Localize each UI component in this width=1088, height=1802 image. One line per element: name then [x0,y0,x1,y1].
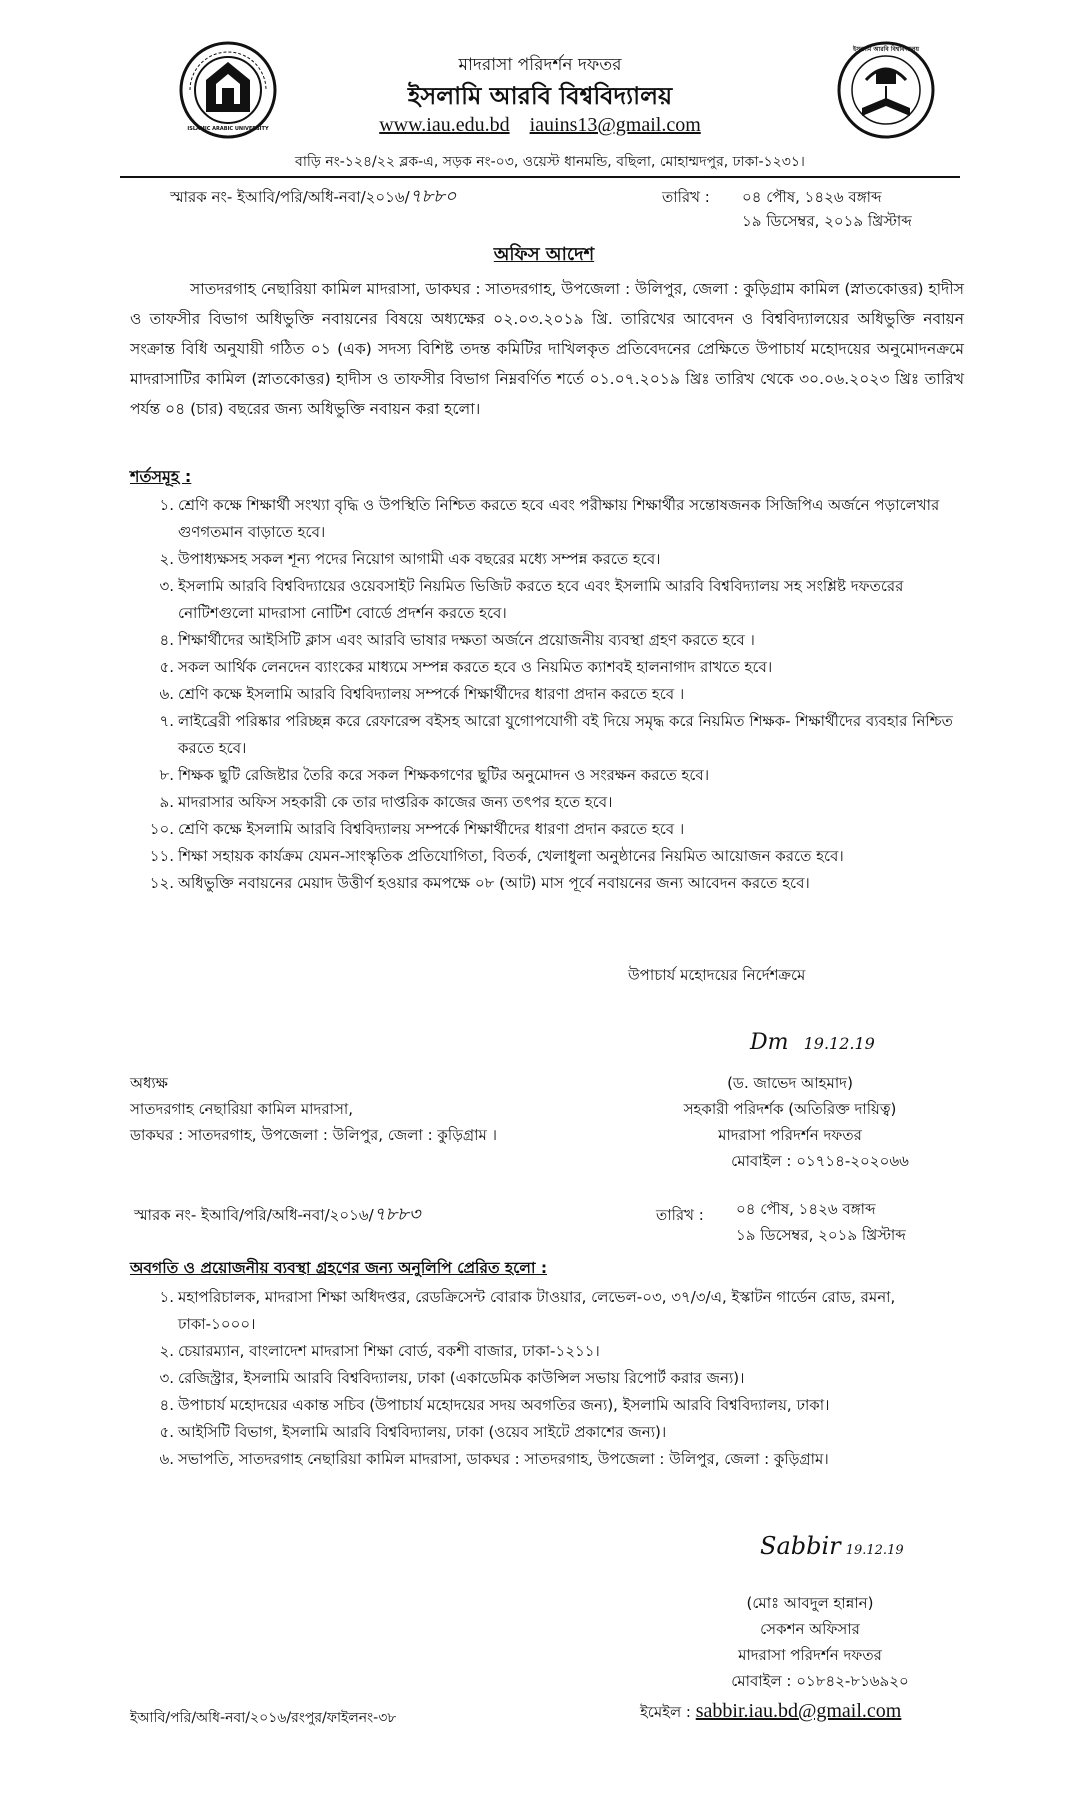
memo-ref-1 [170,182,650,212]
condition-item [130,870,966,897]
item-text: শিক্ষার্থীদের আইসিটি ক্লাস এবং আরবি ভাষার দক্ষতা অর্জনে প্রয়োজনীয় ব্যবস্থা গ্রহণ করতে হবে । [178,631,755,649]
condition-item [130,789,966,816]
footer-ref: ইআবি/পরি/অধি-নবা/২০১৬/রংপুর/ফাইলনং-৩৮ [130,1710,397,1726]
date-label-2: তারিখ : [656,1206,704,1224]
signature-1 [750,1030,950,1070]
item-number: ৬. [159,685,174,703]
signature-1-mark: Dm [750,1030,789,1055]
condition-item [130,843,966,870]
item-number: ৪. [159,1396,174,1414]
signer-1-office: মাদরাসা পরিদর্শন দফতর [718,1126,862,1144]
copy-heading: অবগতি ও প্রয়োজনীয় ব্যবস্থা গ্রহণের জন্য অনুলিপি প্রেরিত হলো : [130,1259,548,1277]
signer-2-office: মাদরাসা পরিদর্শন দফতর [738,1646,882,1664]
item-number: ১০. [149,820,174,838]
condition-item [130,708,966,762]
item-text: চেয়ারম্যান, বাংলাদেশ মাদরাসা শিক্ষা বোর্ড, বকশী বাজার, ঢাকা-১২১১। [178,1342,600,1360]
copy-item [130,1446,966,1473]
university-logo-right [836,40,936,140]
copy-item [130,1338,966,1365]
item-number: ১২. [149,874,174,892]
signer-2-email-row [640,1696,960,1727]
document-title: অফিস আদেশ [493,244,595,265]
item-text: ইসলামি আরবি বিশ্ববিদ্যায়ের ওয়েবসাইট নিয়মিত ভিজিট করতে হবে এবং ইসলামি আরবি বিশ্ববিদ্যালয় সহ সংশ্লিষ্ট দফতরের নোটিশগুলো মাদরাসা নোটিশ বোর্ডে প্রদর্শন করতে হবে। [178,577,904,622]
signature-2-date: 19.12.19 [845,1543,904,1558]
signer-2-mobile: মোবাইল : ০১৮৪২-৮১৬৯২০ [731,1672,909,1690]
recipient-line-3: ডাকঘর : সাতদরগাহ, উপজেলা : উলিপুর, জেলা : কুড়িগ্রাম । [130,1126,497,1144]
date-label-1: তারিখ : [662,188,710,206]
item-text: শিক্ষক ছুটি রেজিষ্টার তৈরি করে সকল শিক্ষকগণের ছুটির অনুমোদন ও সংরক্ষন করতে হবে। [178,766,710,784]
item-number: ৩. [159,577,174,595]
memo-ref-2-text: স্মারক নং- ইআবি/পরি/অধি-নবা/২০১৬/ [134,1206,374,1224]
memo-ref-1-handwritten: ৭৮৮০ [409,186,457,207]
item-number: ৪. [159,631,174,649]
body-paragraph: সাতদরগাহ নেছারিয়া কামিল মাদরাসা, ডাকঘর : সাতদরগাহ, উপজেলা : উলিপুর, জেলা : কুড়িগ্রাম কামিল (স্নাতকোত্তর) হাদীস ও তাফসীর বিভাগ অধিভুক্তি নবায়নের বিষয়ে অধ্যক্ষের ০২.০৩.২০১৯ খ্রি. তারিখের আবেদন ও বিশ্ববিদ্যালয়ের অধিভুক্তি নবায়ন সংক্রান্ত বিধি অনুযায়ী গঠিত ০১ (এক) সদস্য বিশিষ্ট তদন্ত কমিটির দাখিলকৃত প্রতিবেদনের প্রেক্ষিতে উপাচার্য মহোদয়ের অনুমোদনক্রমে মাদরাসাটির কামিল (স্নাতকোত্তর) হাদীস ও তাফসীর বিভাগ নিম্নবর্ণিত শর্তে ০১.০৭.২০১৯ খ্রিঃ তারিখ থেকে ৩০.০৬.২০২৩ খ্রিঃ তারিখ পর্যন্ত ০৪ (চার) বছরের জন্য অধিভুক্তি নবায়ন করা হলো। [130,280,964,418]
item-number: ৮. [159,766,174,784]
item-text: উপাধ্যক্ষসহ সকল শূন্য পদের নিয়োগ আগামী এক বছরের মধ্যে সম্পন্ন করতে হবে। [178,550,661,568]
copy-item [130,1419,966,1446]
memo-ref-2-handwritten: ৭৮৮৩ [373,1204,421,1225]
logo-left-text: ISLAMIC ARABIC UNIVERSITY [187,126,269,132]
date-bn-2: ০৪ পৌষ, ১৪২৬ বঙ্গাব্দ [736,1200,876,1218]
date-en-1: ১৯ ডিসেম্বর, ২০১৯ খ্রিস্টাব্দ [742,212,912,230]
university-logo-left [178,40,278,140]
item-text: সকল আর্থিক লেনদেন ব্যাংকের মাধ্যমে সম্পন্ন করতে হবে ও নিয়মিত ক্যাশবই হালনাগাদ রাখতে হবে। [178,658,773,676]
item-text: শিক্ষা সহায়ক কার্যক্রম যেমন-সাংস্কৃতিক প্রতিযোগিতা, বিতর্ক, খেলাধুলা অনুষ্ঠানের নিয়মিত আয়োজন করতে হবে। [178,847,844,865]
item-number: ৯. [159,793,174,811]
item-number: ২. [159,1342,174,1360]
date-en-2: ১৯ ডিসেম্বর, ২০১৯ খ্রিস্টাব্দ [736,1226,906,1244]
signer-2-designation: সেকশন অফিসার [760,1620,860,1638]
recipient-line-1: অধ্যক্ষ [130,1074,168,1092]
website-link[interactable]: www.iau.edu.bd [379,114,510,136]
date-bn-1: ০৪ পৌষ, ১৪২৬ বঙ্গাব্দ [742,188,882,206]
item-text: সভাপতি, সাতদরগাহ নেছারিয়া কামিল মাদরাসা, ডাকঘর : সাতদরগাহ, উপজেলা : উলিপুর, জেলা : কুড়িগ্রাম। [178,1450,829,1468]
condition-item [130,762,966,789]
condition-item [130,573,966,627]
email-link[interactable]: iauins13@gmail.com [529,114,701,136]
conditions-heading: শর্তসমূহ : [130,467,192,486]
signer-1-name: (ড. জাভেদ আহমাদ) [727,1074,853,1092]
conditions-list [130,492,966,897]
address: বাড়ি নং-১২৪/২২ ব্লক-এ, সড়ক নং-০৩, ওয়েস্ট ধানমন্ডি, বছিলা, মোহাম্মদপুর, ঢাকা-১২৩১। [295,154,805,170]
item-text: রেজিস্ট্রার, ইসলামি আরবি বিশ্ববিদ্যালয়, ঢাকা (একাডেমিক কাউন্সিল সভায় রিপোর্ট করার জন্য)। [178,1369,745,1387]
item-text: শ্রেণি কক্ষে ইসলামি আরবি বিশ্ববিদ্যালয় সম্পর্কে শিক্ষার্থীদের ধারণা প্রদান করতে হবে । [178,820,685,838]
item-number: ৭. [159,712,174,730]
signer-1-mobile: মোবাইল : ০১৭১৪-২০২০৬৬ [731,1152,909,1170]
header-divider [120,176,960,178]
item-text: মহাপরিচালক, মাদরাসা শিক্ষা অধিদপ্তর, রেডক্রিসেন্ট বোরাক টাওয়ার, লেভেল-০৩, ৩৭/৩/এ, ইস্কাটন গার্ডেন রোড, রমনা, ঢাকা-১০০০। [178,1288,896,1333]
item-number: ৩. [159,1369,174,1387]
item-number: ৫. [159,1423,174,1441]
memo-ref-1-text: স্মারক নং- ইআবি/পরি/অধি-নবা/২০১৬/ [170,188,410,206]
copies-list [130,1284,966,1473]
item-number: ২. [159,550,174,568]
office-name: মাদরাসা পরিদর্শন দফতর [458,55,622,75]
signer-2-name: (মোঃ আবদুল হান্নান) [746,1594,874,1612]
signature-2 [760,1532,910,1582]
item-number: ১১. [149,847,174,865]
logo-right-text: ইসলামি আরবি বিশ্ববিদ্যালয় [852,46,920,53]
item-text: শ্রেণি কক্ষে ইসলামি আরবি বিশ্ববিদ্যালয় সম্পর্কে শিক্ষার্থীদের ধারণা প্রদান করতে হবে । [178,685,685,703]
condition-item [130,654,966,681]
condition-item [130,627,966,654]
signer-1-designation: সহকারী পরিদর্শক (অতিরিক্ত দায়িত্ব) [683,1100,897,1118]
signature-2-mark: Sabbir [760,1532,841,1560]
copy-item [130,1365,966,1392]
university-name: ইসলামি আরবি বিশ্ববিদ্যালয় [407,82,673,110]
copy-item [130,1284,966,1338]
signer-2-email-link[interactable]: sabbir.iau.bd@gmail.com [695,1700,902,1722]
item-number: ৫. [159,658,174,676]
item-number: ১. [159,496,174,514]
item-text: শ্রেণি কক্ষে শিক্ষার্থী সংখ্যা বৃদ্ধি ও উপস্থিতি নিশ্চিত করতে হবে এবং পরীক্ষায় শিক্ষার্থীর সন্তোষজনক সিজিপিএ অর্জনে পড়ালেখার গুণগতমান বাড়াতে হবে। [178,496,940,541]
item-number: ১. [159,1288,174,1306]
condition-item [130,681,966,708]
item-number: ৬. [159,1450,174,1468]
condition-item [130,492,966,546]
contact-line [280,114,800,137]
item-text: অধিভুক্তি নবায়নের মেয়াদ উত্তীর্ণ হওয়ার কমপক্ষে ০৮ (আট) মাস পূর্বে নবায়নের জন্য আবেদন করতে হবে। [178,874,810,892]
item-text: মাদরাসার অফিস সহকারী কে তার দাপ্তরিক কাজের জন্য তৎপর হতে হবে। [178,793,613,811]
signature-1-date: 19.12.19 [803,1034,875,1053]
item-text: উপাচার্য মহোদয়ের একান্ত সচিব (উপাচার্য মহোদয়ের সদয় অবগতির জন্য), ইসলামি আরবি বিশ্ববিদ্যালয়, ঢাকা। [178,1396,830,1414]
vc-order-line: উপাচার্য মহোদয়ের নির্দেশক্রমে [628,966,806,984]
memo-ref-2 [134,1200,614,1230]
item-text: লাইব্রেরী পরিষ্কার পরিচ্ছন্ন করে রেফারেন্স বইসহ আরো যুগোপযোগী বই দিয়ে সমৃদ্ধ করে নিয়মিত শিক্ষক- শিক্ষার্থীদের ব্যবহার নিশ্চিত করতে হবে। [178,712,953,757]
signer-2-email-label: ইমেইল : [640,1703,691,1721]
recipient-line-2: সাতদরগাহ নেছারিয়া কামিল মাদরাসা, [130,1100,354,1118]
item-text: আইসিটি বিভাগ, ইসলামি আরবি বিশ্ববিদ্যালয়, ঢাকা (ওয়েব সাইটে প্রকাশের জন্য)। [178,1423,667,1441]
condition-item [130,816,966,843]
condition-item [130,546,966,573]
copy-item [130,1392,966,1419]
